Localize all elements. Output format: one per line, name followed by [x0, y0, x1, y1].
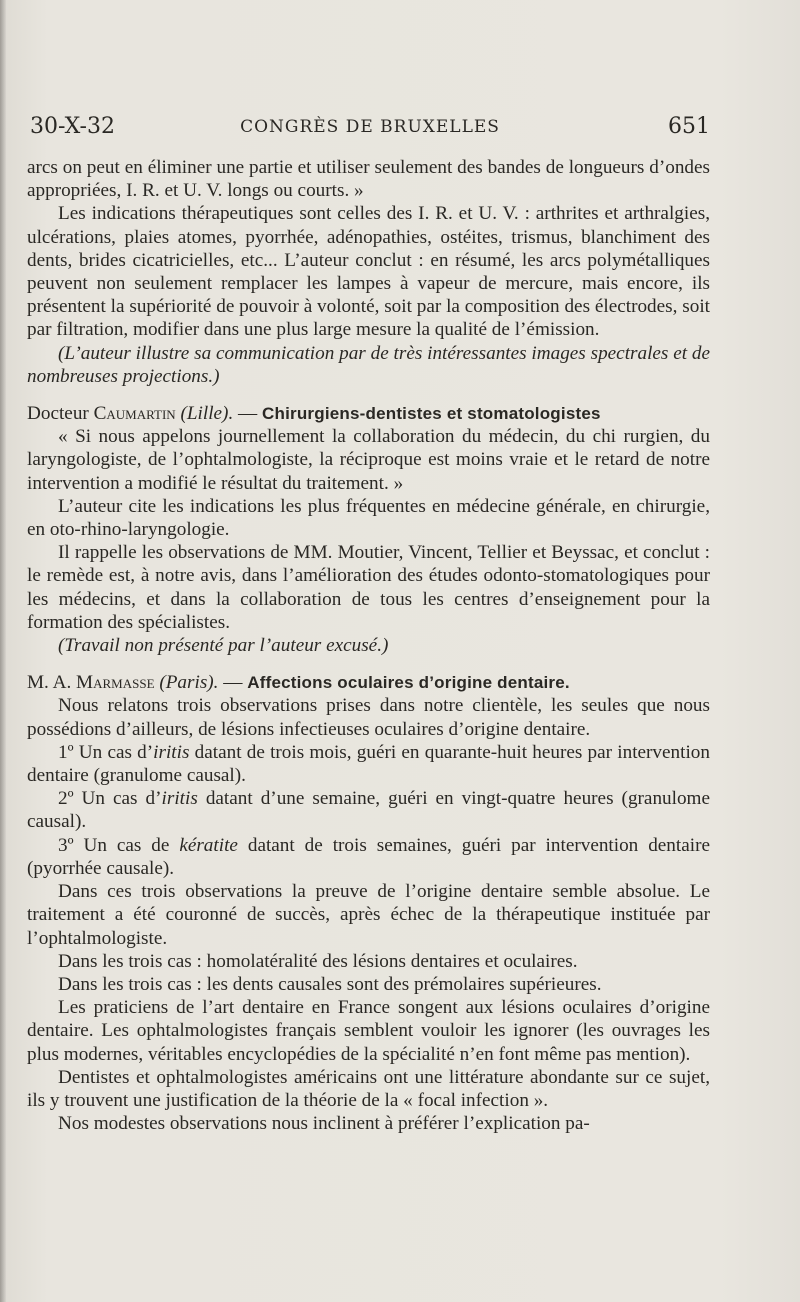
observation-number: 3º Un cas de — [58, 834, 180, 856]
observation-item — [27, 834, 710, 880]
paragraph: Nous relatons trois observations prises dans notre clientèle, les seules que nous possédions d’ailleurs, de lésions infectieuses oculaires d’origine dentaire. — [27, 695, 710, 740]
section-heading — [27, 671, 710, 694]
observation-term: iritis — [153, 741, 190, 763]
paragraph: Les indications thérapeutiques sont celles des I. R. et U. V. : arthrites et arthralgies, ulcérations, plaies atomes, pyorrhée, adénopathies, ostéites, trismus, blanchiment des dents, brides cicatricielles, etc... L’auteur conclut : en résumé, les arcs polymétalliques peuvent non seulement remplacer les lampes à vapeur de mercure, mais encore, ils présentent la supériorité de pouvoir à volonté, soit par la composition des électrodes, soit par filtration, modifier dans une plus large mesure la qualité de l’émission. — [27, 203, 710, 341]
section-heading — [27, 402, 710, 425]
paragraph: Nos modestes observations nous inclinent à préférer l’explication pa- — [58, 1113, 590, 1135]
paragraph: Il rappelle les observations de MM. Moutier, Vincent, Tellier et Beyssac, et conclut : le remède est, à notre avis, dans l’amélioration des études odonto-stomatologiques pour les médecins, et dans la collaboration de tous les centres d’enseignement pour la formation des spécialistes. — [27, 542, 710, 633]
paragraph: Dans ces trois observations la preuve de l’origine dentaire semble absolue. Le traitement a été couronné de succès, après échec de la thérapeutique instituée par l’ophtalmologiste. — [27, 881, 710, 949]
paragraph: Les praticiens de l’art dentaire en France songent aux lésions oculaires d’origine dentaire. Les ophtalmologistes français semblent vouloir les ignorer (les ouvrages les plus modernes, véritables encyclopédies de la spécialité n’en font même pas mention). — [27, 997, 710, 1065]
observation-text: datant de trois mois, guéri en quarante-huit heures par intervention dentaire (granulome causal). — [27, 741, 710, 787]
author-city: (Paris). — [159, 672, 219, 694]
paragraph: arcs on peut en éliminer une partie et utiliser seulement des bandes de longueurs d’ondes appropriées, I. R. et U. V. longs ou courts. » — [27, 157, 710, 202]
author-name: Caumartin — [93, 403, 176, 425]
paragraph: Dentistes et ophtalmologistes américains ont une littérature abondante sur ce sujet, ils y trouvent une justification de la théorie de la « focal infection ». — [27, 1066, 710, 1111]
paragraph: Dans les trois cas : homolatéralité des lésions dentaires et oculaires. — [58, 950, 578, 972]
observation-text: datant de trois semaines, guéri par intervention dentaire (pyorrhée causale). — [27, 834, 710, 879]
section-title: Chirurgiens-dentistes et stomatologistes — [262, 404, 601, 424]
author-prefix: M. A. — [27, 672, 72, 694]
page-gutter-shadow — [0, 0, 6, 1302]
observation-number: 2º Un cas d’ — [58, 788, 162, 810]
paragraph: L’auteur cite les indications les plus fréquentes en médecine générale, en chirurgie, en oto-rhino-laryngologie. — [27, 495, 710, 541]
header-date: 30-X-32 — [30, 114, 115, 139]
observation-number: 1º Un cas d’ — [58, 741, 154, 763]
header-title: CONGRÈS DE BRUXELLES — [240, 117, 500, 137]
paragraph: Dans les trois cas : les dents causales sont des prémolaires supérieures. — [58, 973, 602, 995]
observation-text: datant d’une semaine, guéri en vingt-quatre heures (granulome causal). — [27, 788, 710, 833]
heading-dash: — — [218, 672, 248, 694]
section-title: Affections oculaires d’origine dentaire. — [247, 673, 570, 693]
observation-item — [27, 741, 710, 787]
observation-term: iritis — [161, 788, 198, 810]
author-name: Marmasse — [76, 672, 155, 694]
observation-item — [27, 787, 710, 833]
running-head — [30, 112, 710, 142]
body-text — [27, 156, 710, 1135]
author-city: (Lille). — [180, 403, 234, 425]
heading-dash: — — [233, 403, 263, 425]
observation-term: kératite — [179, 834, 238, 856]
editorial-note: (Travail non présenté par l’auteur excusé.) — [58, 635, 389, 657]
paragraph: « Si nous appelons journellement la collaboration du médecin, du chi rurgien, du laryngologiste, de l’ophtalmologiste, la réciproque est moins vraie et le retard de notre intervention a modifié le résultat du traitement. » — [27, 426, 710, 494]
author-prefix: Docteur — [27, 403, 89, 425]
editorial-note: (L’auteur illustre sa communication par de très intéressantes images spectrales et de nombreuses projections.) — [27, 342, 710, 387]
page-number: 651 — [668, 114, 710, 139]
